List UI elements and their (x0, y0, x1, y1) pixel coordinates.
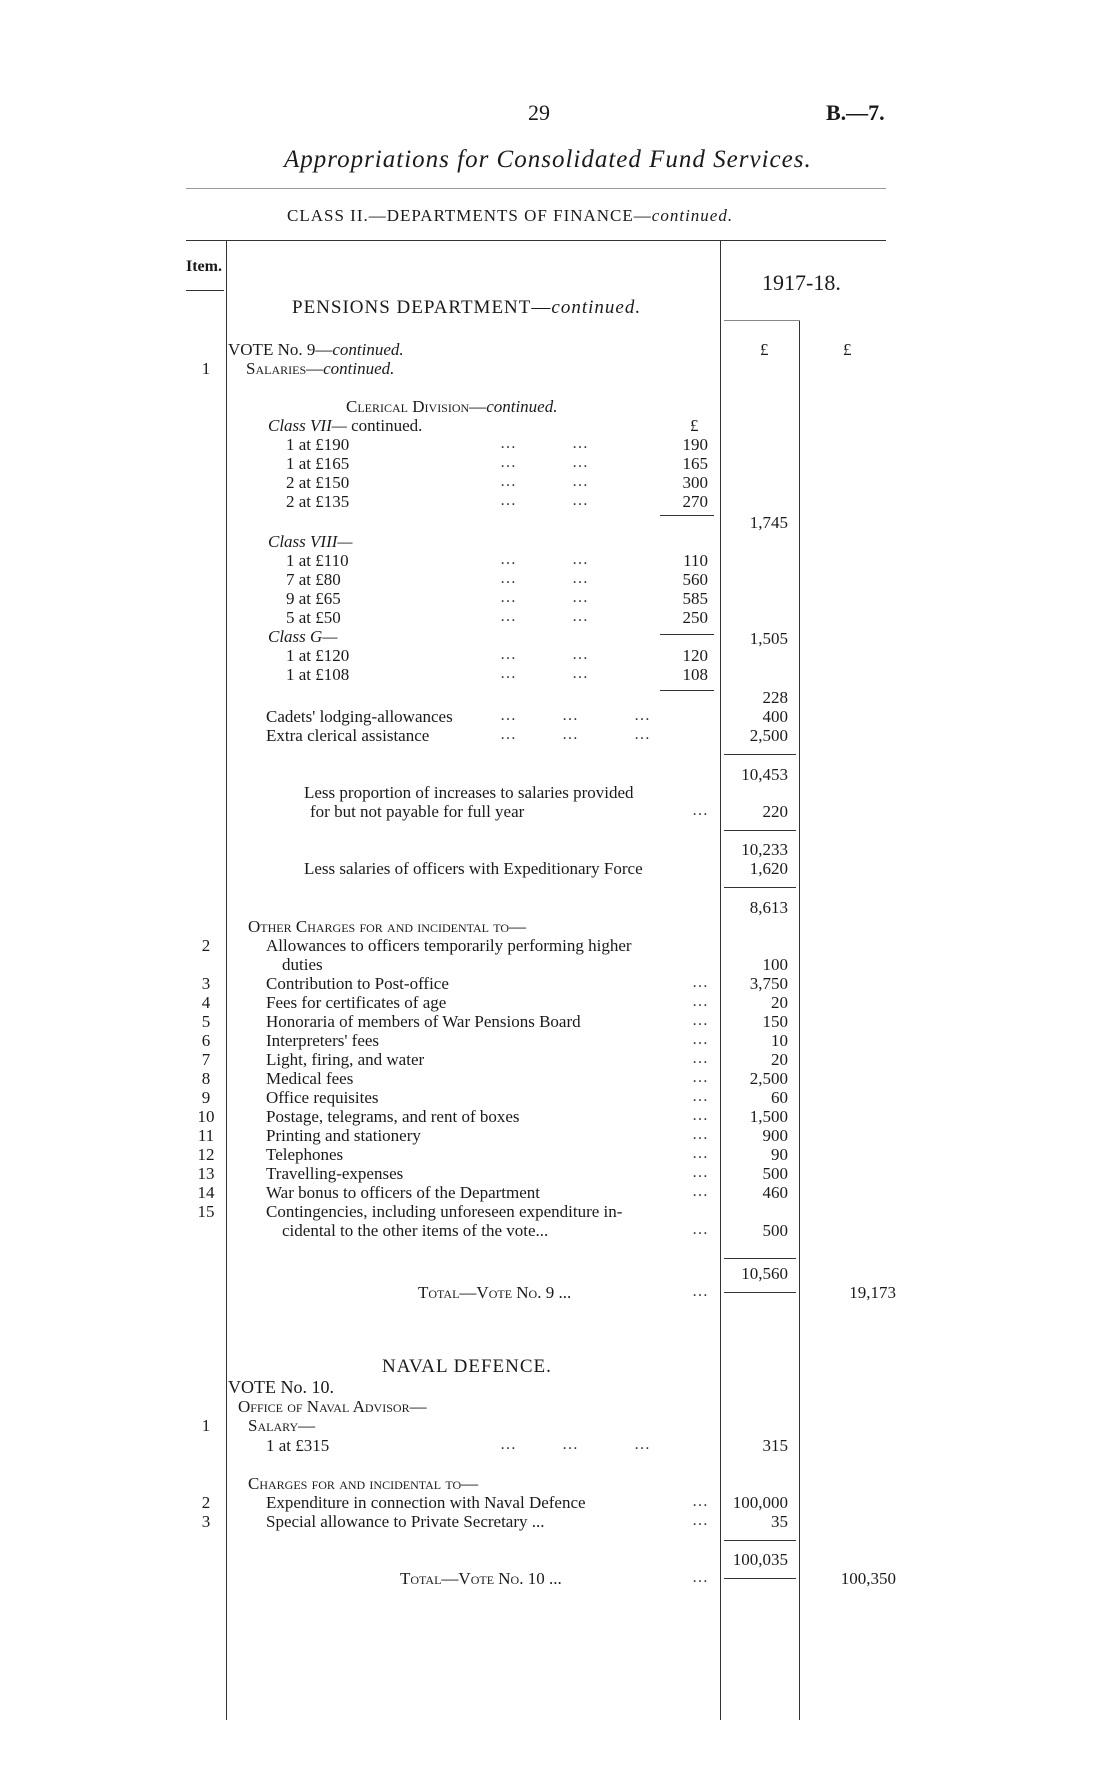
extra-clerical-label: Extra clerical assistance (266, 726, 430, 745)
class-g-total: 228 (762, 688, 788, 707)
other-charge-label: War bonus to officers of the Department (266, 1183, 541, 1202)
leader-dots: … … (500, 570, 589, 587)
other-charge-label: Honoraria of members of War Pensions Board (266, 1012, 581, 1031)
salary-row-label: 1 at £315 (266, 1436, 330, 1455)
total-rule (724, 1292, 796, 1293)
other-charge-value: 2,500 (749, 1069, 788, 1088)
less-proportion-value: 220 (762, 802, 788, 821)
class-heading-text: CLASS II.—DEPARTMENTS OF FINANCE— (287, 206, 652, 225)
other-charge-label: Office requisites (266, 1088, 379, 1107)
row-label: 7 at £80 (286, 570, 341, 589)
leader-dots: … (692, 1012, 709, 1029)
item-number: 9 (201, 1088, 211, 1107)
class-heading (287, 206, 733, 226)
department-heading (292, 297, 641, 319)
leader-dots: … (692, 974, 709, 991)
list-item (286, 551, 349, 570)
salary-value: 315 (762, 1436, 788, 1455)
other-charge-label: Light, firing, and water (266, 1050, 425, 1069)
row-value: 108 (682, 665, 708, 684)
leader-dots: … (692, 1512, 709, 1529)
row-label: 5 at £50 (286, 608, 341, 627)
leader-dots: … (692, 1069, 709, 1086)
clerical-cont: continued. (486, 397, 558, 416)
other-charge-label: Telephones (266, 1145, 344, 1164)
item-number: 1 (201, 359, 211, 378)
table-top-rule (186, 240, 886, 241)
subtotal-rule (724, 887, 796, 888)
other-charge-label-cont: cidental to the other items of the vote... (282, 1221, 549, 1240)
row-label: 2 at £135 (286, 492, 350, 511)
list-item (286, 665, 349, 684)
amount-column-divider (799, 320, 800, 1720)
list-item (286, 570, 341, 589)
class-vii-total: 1,745 (749, 513, 788, 532)
naval-defence-heading: NAVAL DEFENCE. (382, 1356, 552, 1377)
subtotal-rule (660, 690, 714, 691)
item-number: 10 (197, 1107, 215, 1126)
subtotal-1: 10,453 (741, 765, 788, 784)
list-item (286, 608, 341, 627)
other-charge-value: 500 (762, 1164, 788, 1183)
row-label: 9 at £65 (286, 589, 341, 608)
item-number: 13 (197, 1164, 215, 1183)
pound-sign-sub: £ (690, 416, 699, 435)
item-number: 7 (201, 1050, 211, 1069)
leader-dots: … (692, 1493, 709, 1510)
other-charge-label: Travelling-expenses (266, 1164, 404, 1183)
leader-dots: … (692, 1088, 709, 1105)
subtotal-rule (660, 515, 714, 516)
leader-dots: … … (500, 551, 589, 568)
subtotal-2: 10,233 (741, 840, 788, 859)
other-charge-value: 10 (771, 1031, 788, 1050)
row-label: 1 at £165 (286, 454, 350, 473)
vote-9-total-value: 19,173 (849, 1283, 896, 1302)
vote-10-total-value: 100,350 (840, 1569, 896, 1588)
other-charge-label: Postage, telegrams, and rent of boxes (266, 1107, 520, 1126)
item-column-divider (226, 240, 227, 1720)
department-heading-cont: continued. (551, 297, 642, 318)
leader-dots: … … (500, 454, 589, 471)
item-number: 12 (197, 1145, 215, 1164)
total-rule (724, 1578, 796, 1579)
class-vii-cont: continued. (351, 416, 423, 435)
subtotal-rule (724, 830, 796, 831)
other-charge-value: 90 (771, 1145, 788, 1164)
leader-dots: … … … (500, 726, 651, 743)
other-charge-value: 460 (762, 1183, 788, 1202)
class-viii-total: 1,505 (749, 629, 788, 648)
item-number: 3 (201, 974, 211, 993)
other-charges-heading: Other Charges for and incidental to— (248, 917, 527, 936)
year-column-header: 1917-18. (762, 270, 841, 295)
row-value: 560 (682, 570, 708, 589)
row-value: 110 (683, 551, 708, 570)
class-viii-heading: Class VIII— (268, 532, 353, 551)
other-charge-label: Medical fees (266, 1069, 354, 1088)
leader-dots: … … (500, 492, 589, 509)
leader-dots: … (692, 802, 709, 819)
other-charge-label: Fees for certificates of age (266, 993, 447, 1012)
leader-dots: … (692, 1126, 709, 1143)
other-charges-total: 10,560 (741, 1264, 788, 1283)
row-value: 270 (682, 492, 708, 511)
row-label: 2 at £150 (286, 473, 350, 492)
leader-dots: … (692, 1107, 709, 1124)
other-charge-value: 500 (762, 1221, 788, 1240)
item-number: 5 (201, 1012, 211, 1031)
extra-clerical-value: 2,500 (749, 726, 788, 745)
vote-10-total-text: Total—Vote No. 10 ... (400, 1569, 562, 1588)
other-charge-label: Contribution to Post-office (266, 974, 449, 993)
subtotal-rule (724, 1258, 796, 1259)
office-naval-advisor: Office of Naval Advisor— (238, 1397, 427, 1416)
row-value: 250 (682, 608, 708, 627)
row-label: 1 at £190 (286, 435, 350, 454)
item-number: 2 (201, 936, 211, 955)
row-value: 120 (682, 646, 708, 665)
naval-charges-heading: Charges for and incidental to— (248, 1474, 479, 1493)
less-expeditionary-label: Less salaries of officers with Expeditionary Force (304, 859, 643, 878)
other-charge-label: Printing and stationery (266, 1126, 421, 1145)
leader-dots: … … (500, 646, 589, 663)
naval-item-label: Special allowance to Private Secretary ... (266, 1512, 545, 1531)
other-charge-value: 900 (762, 1126, 788, 1145)
other-charge-value: 20 (771, 993, 788, 1012)
other-charge-value: 60 (771, 1088, 788, 1107)
row-value: 300 (682, 473, 708, 492)
row-label: 1 at £110 (286, 551, 349, 570)
row-label: 1 at £108 (286, 665, 350, 684)
leader-dots: … … (500, 435, 589, 452)
item-number: 1 (201, 1416, 211, 1435)
other-charge-value: 3,750 (749, 974, 788, 993)
naval-item-value: 35 (771, 1512, 788, 1531)
list-item (286, 646, 349, 665)
naval-item-value: 100,000 (732, 1493, 788, 1512)
salaries-cont: continued. (323, 359, 395, 378)
list-item (286, 492, 349, 511)
salaries-heading (246, 359, 394, 379)
leader-dots: … … (500, 665, 589, 682)
other-charge-label: Allowances to officers temporarily performing higher (266, 936, 632, 955)
less-expeditionary-value: 1,620 (749, 859, 788, 878)
item-number: 6 (201, 1031, 211, 1050)
less-proportion-line1: Less proportion of increases to salaries provided (304, 783, 634, 802)
item-number: 15 (197, 1202, 215, 1221)
item-header-rule (186, 290, 224, 291)
class-vii-heading (268, 416, 422, 436)
other-charge-value: 1,500 (749, 1107, 788, 1126)
list-item (286, 435, 349, 454)
leader-dots: … … … (500, 707, 651, 724)
department-heading-text: PENSIONS DEPARTMENT— (292, 297, 552, 318)
other-charge-value: 150 (762, 1012, 788, 1031)
row-value: 585 (682, 589, 708, 608)
list-item (286, 589, 341, 608)
year-header-rule (724, 320, 800, 321)
leader-dots: … (692, 1221, 709, 1238)
pound-sign-col2: £ (843, 340, 852, 359)
list-item (286, 454, 349, 473)
subtotal-3: 8,613 (749, 898, 788, 917)
item-number: 14 (197, 1183, 215, 1202)
cadets-allowances-value: 400 (762, 707, 788, 726)
page-title: Appropriations for Consolidated Fund Services. (284, 146, 812, 173)
leader-dots: … … (500, 589, 589, 606)
item-number: 4 (201, 993, 211, 1012)
cadets-allowances-label: Cadets' lodging-allowances (266, 707, 453, 726)
class-vii-text: Class VII— (268, 416, 347, 435)
subtotal-rule (724, 754, 796, 755)
leader-dots: … … … (500, 1436, 651, 1453)
naval-subtotal: 100,035 (732, 1550, 788, 1569)
item-column-header: Item. (186, 258, 222, 275)
vote-9-cont: continued. (332, 340, 404, 359)
item-number: 11 (197, 1126, 215, 1145)
class-g-heading: Class G— (268, 627, 338, 646)
pound-sign-col1: £ (760, 340, 769, 359)
other-charge-value: 20 (771, 1050, 788, 1069)
subtotal-rule (660, 634, 714, 635)
item-number: 8 (201, 1069, 211, 1088)
clerical-division-heading (346, 397, 557, 417)
vote-9-heading (228, 340, 404, 360)
row-label: 1 at £120 (286, 646, 350, 665)
subtotal-rule (724, 1540, 796, 1541)
leader-dots: … (692, 1183, 709, 1200)
vote-10-heading: VOTE No. 10. (228, 1377, 334, 1397)
class-heading-cont: continued. (651, 206, 734, 225)
leader-dots: … (692, 1050, 709, 1067)
leader-dots: … … (500, 608, 589, 625)
leader-dots: … … (500, 473, 589, 490)
salaries-text: Salaries— (246, 359, 324, 378)
leader-dots: … (692, 1569, 709, 1586)
leader-dots: … (692, 993, 709, 1010)
other-charge-label: Contingencies, including unforeseen expenditure in- (266, 1202, 623, 1221)
leader-dots: … (692, 1164, 709, 1181)
leader-dots: … (692, 1145, 709, 1162)
other-charge-label-cont: duties (282, 955, 323, 974)
leader-dots: … (692, 1031, 709, 1048)
row-value: 190 (682, 435, 708, 454)
item-number: 3 (201, 1512, 211, 1531)
salary-heading: Salary— (248, 1416, 316, 1435)
vote-9-total-text: Total—Vote No. 9 ... (418, 1283, 572, 1302)
vote-9-total-label (418, 1283, 571, 1303)
leader-dots: … (692, 1283, 709, 1300)
row-value: 165 (682, 454, 708, 473)
less-proportion-line2: for but not payable for full year (310, 802, 525, 821)
naval-item-label: Expenditure in connection with Naval Defence (266, 1493, 586, 1512)
title-rule (186, 188, 886, 189)
list-item (286, 473, 349, 492)
document-code: B.—7. (826, 100, 885, 125)
other-charge-label: Interpreters' fees (266, 1031, 380, 1050)
vote-9-text: VOTE No. 9— (228, 340, 333, 359)
page-number: 29 (528, 100, 550, 125)
other-charge-value: 100 (762, 955, 788, 974)
item-number: 2 (201, 1493, 211, 1512)
vote-10-total-label (400, 1569, 562, 1589)
clerical-text: Clerical Division— (346, 397, 487, 416)
